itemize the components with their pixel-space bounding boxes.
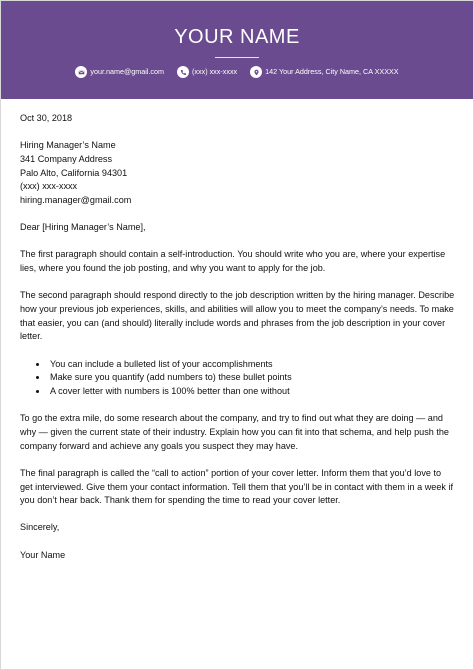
contact-phone [177,66,237,78]
recipient-address: 341 Company Address [20,153,113,164]
recipient-block [20,139,455,208]
contact-address [250,66,398,78]
phone-text: (xxx) xxx-xxxx [192,67,238,76]
recipient-phone: (xxx) xxx-xxxx [20,181,78,192]
salutation: Dear [Hiring Manager’s Name], [20,222,146,233]
letter-body [1,99,473,562]
location-pin-icon [250,66,262,78]
paragraph-intro: The first paragraph should contain a self-introduction. You should write who you are, where your expertise lies, where you found the job posting, and why you want to apply for the job. [20,249,446,274]
address-text: 142 Your Address, City Name, CA XXXXX [265,67,399,76]
header-divider [215,57,259,58]
letter-date: Oct 30, 2018 [20,113,73,123]
list-item: • A cover letter with numbers is 100% better than one without [48,385,455,399]
applicant-name: YOUR NAME [174,26,300,48]
email-icon [75,66,87,78]
contact-bar [1,66,473,78]
list-item: • You can include a bulleted list of your accomplishments [48,358,455,372]
recipient-city: Palo Alto, California 94301 [20,167,128,178]
phone-icon [177,66,189,78]
paragraph-call-to-action: The final paragraph is called the “call to action” portion of your cover letter. Inform them that you’d love to get interviewed. Give them your contact information. Tell them that you’ll be in contact with them in a week if you don’t hear back. Thank them for spending the time to read your cover letter. [20,467,454,506]
letter-header [1,1,473,99]
signature: Your Name [20,549,66,560]
paragraph-research: To go the extra mile, do some research about the company, and try to find out what they are doing — and why — given the current state of their industry. Explain how you can fit into that schema, and help push the company forward and achieve any goals you suspect they may have. [20,413,449,451]
accomplishments-list [20,358,455,399]
recipient-email: hiring.manager@gmail.com [20,195,132,206]
closing: Sincerely, [20,522,60,533]
list-item: • Make sure you quantify (add numbers to) these bullet points [48,371,455,385]
contact-email [75,66,164,78]
email-text: your.name@gmail.com [90,67,165,76]
recipient-name: Hiring Manager’s Name [20,140,116,151]
paragraph-job-description: The second paragraph should respond directly to the job description written by the hiring manager. Describe how your previous job experiences, skills, and abilities will allow you to meet the company’s needs. To make that easier, you can (and should) literally include words and phrases from the job description in your cover letter. [20,290,455,342]
